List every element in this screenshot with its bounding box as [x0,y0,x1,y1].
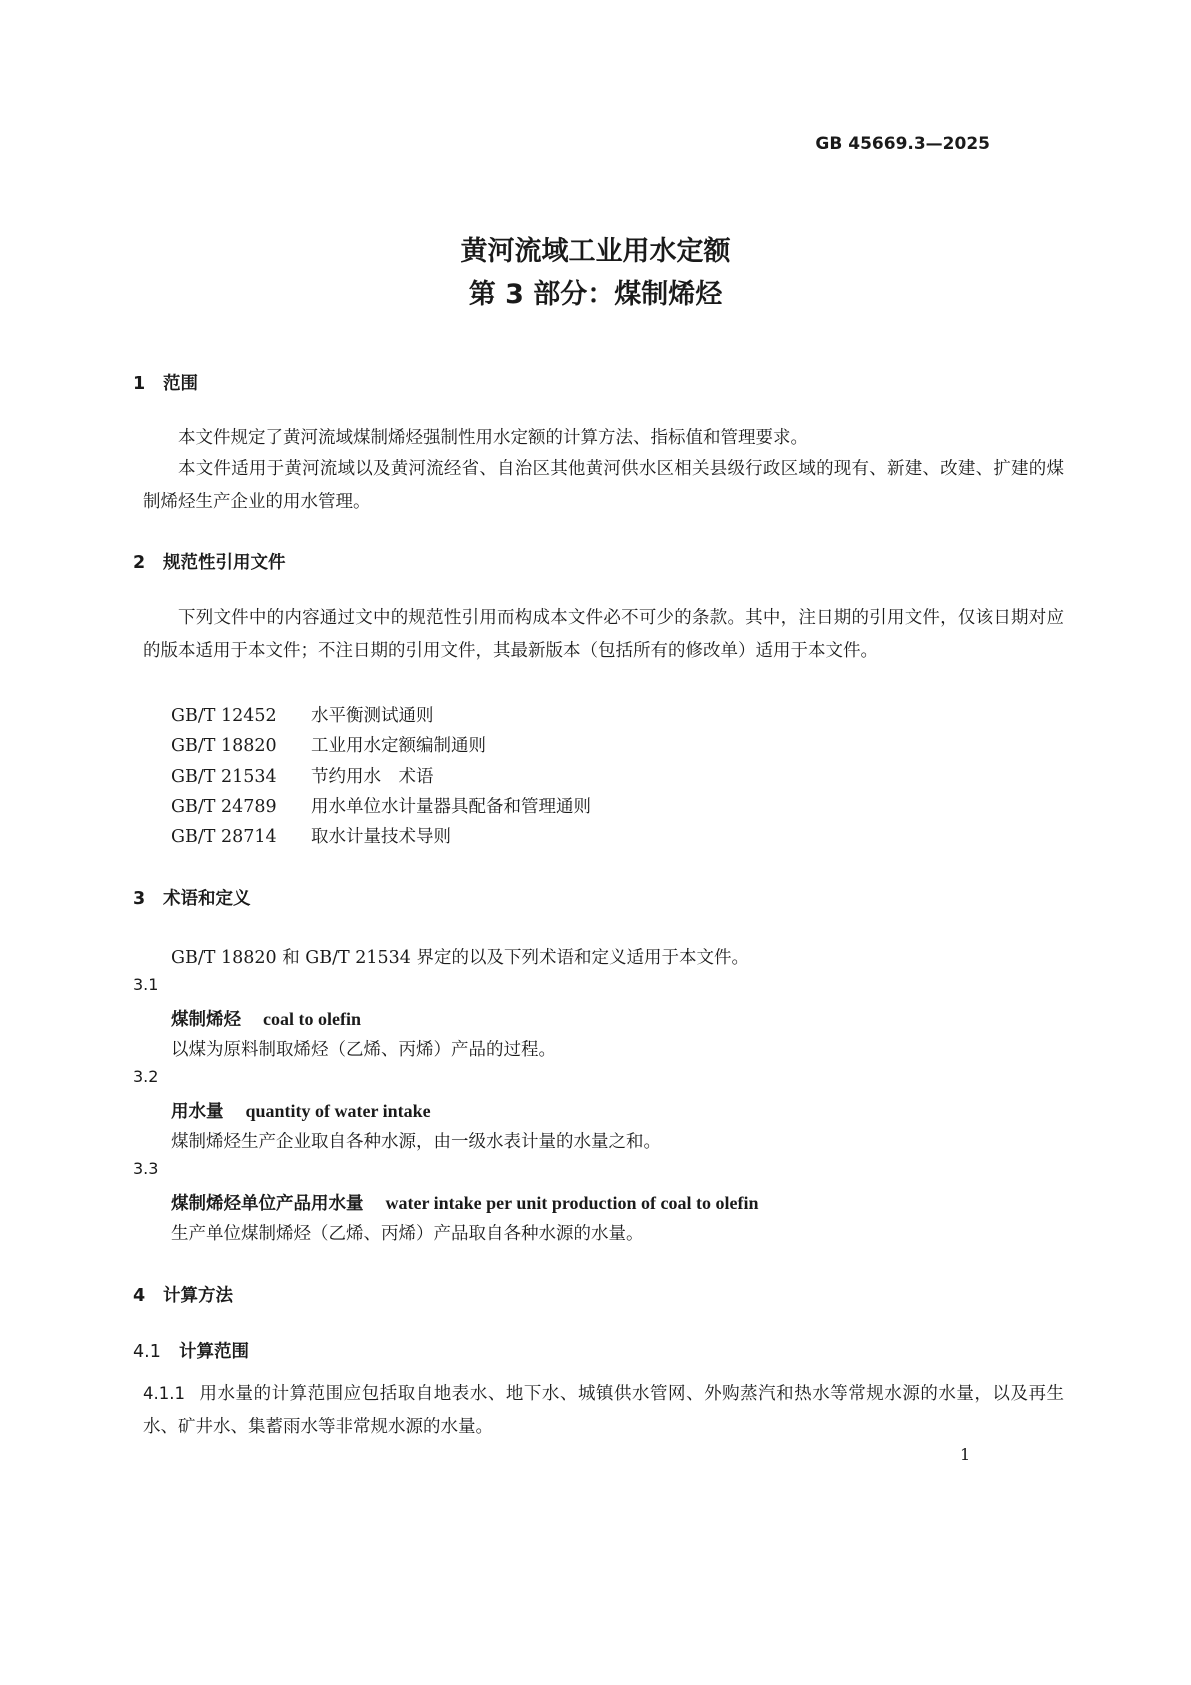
section-1-heading [133,370,198,395]
clause-4-1-1 [143,1377,1064,1444]
term-english: coal to olefin [263,1009,361,1029]
section-number: 3 [133,889,146,909]
references-intro-paragraph: 下列文件中的内容通过文中的规范性引用而构成本文件必不可少的条款。其中，注日期的引用文件，仅该日期对应的版本适用于本文件；不注日期的引用文件，其最新版本（包括所有的修改单）适用于本文件。 [143,608,1064,661]
term-number: 3.2 [133,1067,159,1086]
section-3-heading [133,885,251,910]
scope-paragraph-2: 本文件适用于黄河流域以及黄河流经省、自治区其他黄河供水区相关县级行政区域的现有、新建、改建、扩建的煤制烯烃生产企业的用水管理。 [143,459,1064,512]
subsection-title: 计算范围 [179,1342,249,1362]
standard-number: GB 45669.3—2025 [815,134,990,154]
section-title: 范围 [163,374,198,394]
section-4-heading [133,1282,233,1307]
term-chinese: 煤制烯烃单位产品用水量 [171,1194,364,1214]
reference-code: GB/T 28714 [171,827,277,847]
term-definition: 以煤为原料制取烯烃（乙烯、丙烯）产品的过程。 [171,1040,556,1060]
reference-title: 用水单位水计量器具配备和管理通则 [311,797,591,817]
section-number: 1 [133,374,146,394]
term-entry [171,1006,361,1031]
reference-item [171,702,434,727]
subsection-4-1-heading [133,1338,249,1363]
reference-item [171,732,486,757]
section-number: 2 [133,553,146,573]
document-subtitle: 第 3 部分：煤制烯烃 [468,279,723,310]
document-title: 黄河流域工业用水定额 [460,236,731,267]
subsection-number: 4.1 [133,1342,161,1362]
term-entry [171,1098,431,1123]
term-number: 3.1 [133,975,159,994]
reference-item [171,793,591,818]
page-number: 1 [960,1445,971,1464]
clause-number: 4.1.1 [143,1384,185,1403]
term-english: water intake per unit production of coal to olefin [385,1193,759,1213]
reference-title: 工业用水定额编制通则 [311,736,486,756]
section-2-heading [133,549,286,574]
section-title: 术语和定义 [163,889,251,909]
reference-code: GB/T 21534 [171,767,277,787]
term-chinese: 用水量 [171,1102,224,1122]
term-english: quantity of water intake [245,1101,431,1121]
section-title: 计算方法 [163,1286,233,1306]
section-number: 4 [133,1286,146,1306]
reference-code: GB/T 24789 [171,797,277,817]
term-entry [171,1190,759,1215]
term-chinese: 煤制烯烃 [171,1010,241,1030]
reference-code: GB/T 12452 [171,706,277,726]
reference-item [171,823,451,848]
reference-title: 节约用水 术语 [311,767,434,787]
section-title: 规范性引用文件 [163,553,286,573]
term-definition: 煤制烯烃生产企业取自各种水源，由一级水表计量的水量之和。 [171,1132,661,1152]
reference-code: GB/T 18820 [171,736,277,756]
reference-title: 取水计量技术导则 [311,827,451,847]
scope-paragraph-1: 本文件规定了黄河流域煤制烯烃强制性用水定额的计算方法、指标值和管理要求。 [178,428,808,448]
term-number: 3.3 [133,1159,159,1178]
reference-title: 水平衡测试通则 [311,706,434,726]
terms-intro-paragraph: GB/T 18820 和 GB/T 21534 界定的以及下列术语和定义适用于本文件。 [171,948,749,968]
reference-item [171,763,434,788]
clause-text: 用水量的计算范围应包括取自地表水、地下水、城镇供水管网、外购蒸汽和热水等常规水源的水量，以及再生水、矿井水、集蓄雨水等非常规水源的水量。 [143,1384,1064,1437]
term-definition: 生产单位煤制烯烃（乙烯、丙烯）产品取自各种水源的水量。 [171,1224,644,1244]
